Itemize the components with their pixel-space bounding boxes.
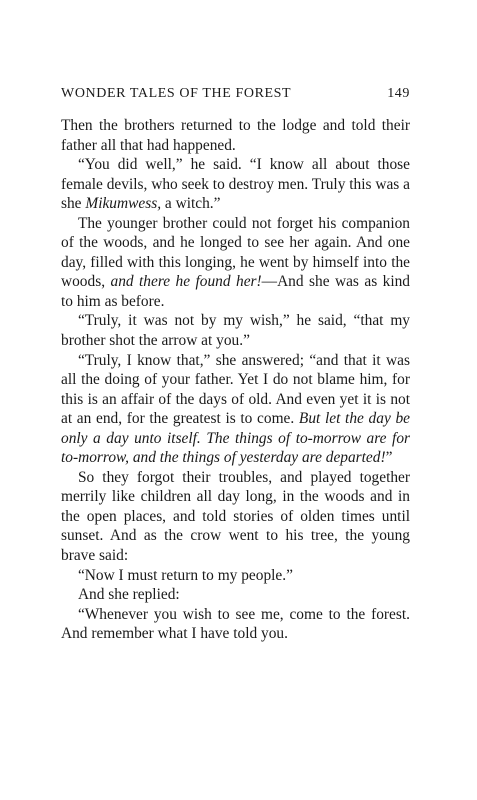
- italic-text: But let the day be only a day unto itself. The things of to-morrow are for to-morrow, and the things of yesterday are departed!: [61, 410, 410, 467]
- paragraph: [61, 351, 410, 468]
- text-run: —And she was as kind to him as before.: [61, 273, 411, 310]
- text-run: a witch.”: [161, 195, 221, 213]
- page-number: 149: [387, 86, 410, 101]
- paragraph: [61, 566, 410, 586]
- paragraph: [61, 214, 410, 312]
- body-text: [61, 116, 410, 644]
- text-run: The younger brother could not forget his companion of the woods, and he longed to see her again. And one day, filled with this longing, he went by himself into the woods,: [61, 214, 410, 291]
- paragraph: [61, 311, 410, 350]
- paragraph: [61, 155, 410, 214]
- running-title: WONDER TALES OF THE FOREST: [61, 86, 292, 101]
- page-header: [61, 86, 410, 102]
- text-run: “Truly, I know that,” she answered; “and that it was all the doing of your father. Yet I do not blame him, for this is an affair of the days of old. And even yet it is not at an end, for the greatest is to come.: [61, 351, 410, 428]
- text-run: So they forgot their troubles, and played together merrily like children all day long, in the woods and in the open places, and told stories of olden times until sunset. And as the crow went to his tree, the young brave said:: [61, 468, 410, 565]
- text-run: “Now I must return to my people.”: [77, 566, 293, 584]
- text-run: “Whenever you wish to see me, come to the forest. And remember what I have told you.: [61, 605, 410, 643]
- text-run: And she replied:: [77, 586, 180, 604]
- paragraph: [61, 585, 410, 605]
- text-run: “You did well,” he said. “I know all about those female devils, who seek to destroy men. Truly this was a she: [61, 156, 410, 213]
- paragraph: [61, 468, 410, 566]
- text-run: ”: [385, 449, 393, 467]
- italic-text: and there he found her!: [110, 273, 262, 291]
- text-run: Then the brothers returned to the lodge and told their father all that had happened.: [61, 117, 410, 154]
- paragraph: [61, 605, 410, 644]
- italic-text: Mikumwess,: [85, 195, 162, 213]
- paragraph: [61, 116, 410, 155]
- text-run: “Truly, it was not by my wish,” he said, “that my brother shot the arrow at you.”: [61, 312, 410, 350]
